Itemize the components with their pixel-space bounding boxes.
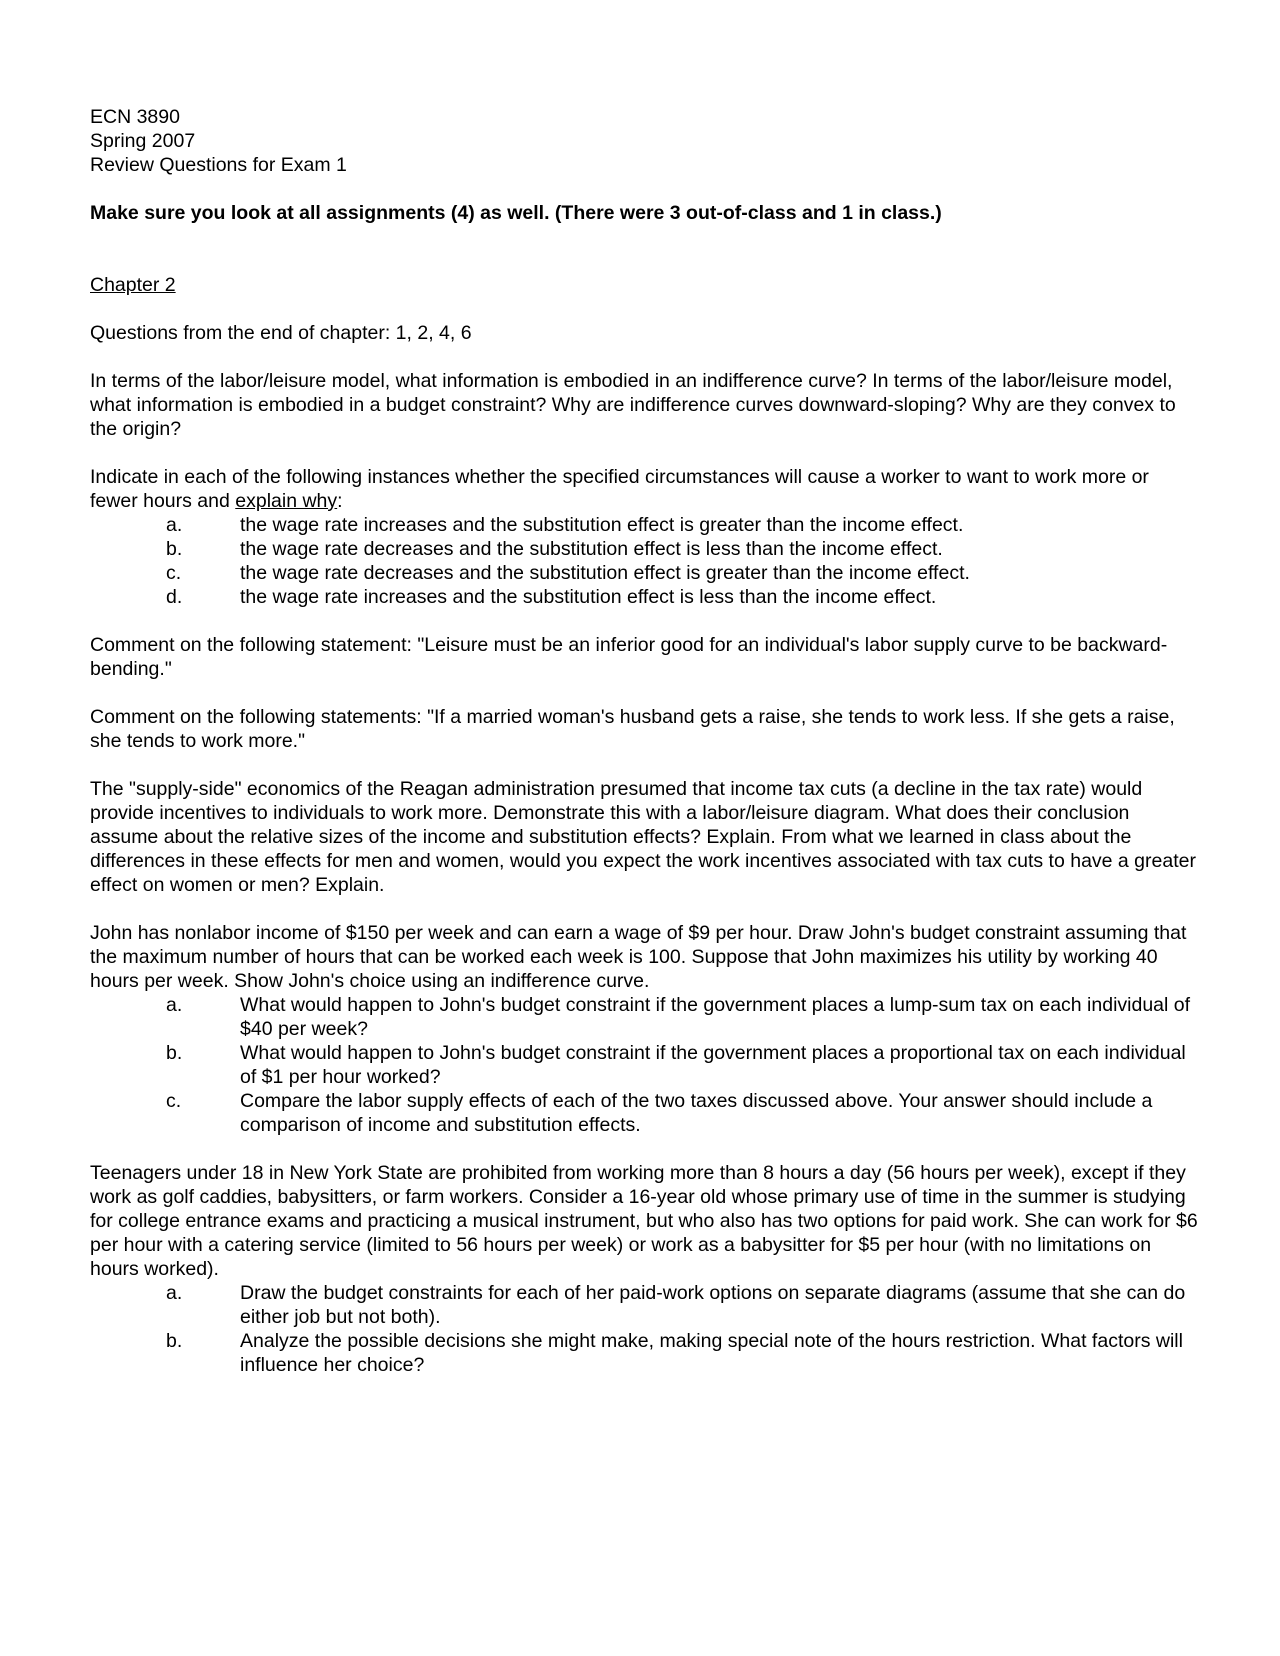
list-item: b. What would happen to John's budget constraint if the government places a proportional tax on each individual of $1 per hour worked?	[166, 1042, 1186, 1088]
question-leisure-inferior: Comment on the following statement: "Leisure must be an inferior good for an individual's labor supply curve to be backward-bending."	[90, 634, 1168, 680]
list-item: c. the wage rate decreases and the substitution effect is greater than the income effect.	[166, 562, 970, 584]
course-code: ECN 3890	[90, 106, 180, 128]
question-supply-side: The "supply-side" economics of the Reagan administration presumed that income tax cuts (a decline in the tax rate) would provide incentives to individuals to work more. Demonstrate this with a labor/leisure diagram. What does their conclusion assume about the relative sizes of the income and substitution effects? Explain. From what we learned in class about the differences in these effects for men and women, would you expect the work incentives associated with tax cuts to have a greater effect on women or men? Explain.	[90, 778, 1196, 896]
question-teenager	[90, 1161, 1200, 1377]
chapter-heading: Chapter 2	[90, 274, 176, 296]
list-item: b. Analyze the possible decisions she might make, making special note of the hours restriction. What factors will influence her choice?	[166, 1330, 1183, 1376]
question-indifference-curve: In terms of the labor/leisure model, what information is embodied in an indifference curve? In terms of the labor/leisure model, what information is embodied in a budget constraint? Why are indifference curves downward-sloping? Why are they convex to the origin?	[90, 370, 1176, 440]
question-john-budget	[90, 921, 1200, 1137]
term: Spring 2007	[90, 130, 196, 152]
header-block	[90, 105, 1200, 177]
end-of-chapter-questions: Questions from the end of chapter: 1, 2, 4, 6	[90, 322, 472, 344]
question-john-list	[90, 993, 1200, 1137]
assignments-note: Make sure you look at all assignments (4) as well. (There were 3 out-of-class and 1 in class.)	[90, 202, 942, 224]
list-item: a. What would happen to John's budget constraint if the government places a lump-sum tax on each individual of $40 per week?	[166, 994, 1191, 1040]
list-item: c. Compare the labor supply effects of each of the two taxes discussed above. Your answer should include a comparison of income and substitution effects.	[166, 1090, 1153, 1136]
list-item: d. the wage rate increases and the substitution effect is less than the income effect.	[166, 586, 937, 608]
list-item: b. the wage rate decreases and the substitution effect is less than the income effect.	[166, 538, 943, 560]
explain-why-text: explain why	[235, 490, 338, 512]
document-title: Review Questions for Exam 1	[90, 154, 347, 176]
document-page	[90, 105, 1200, 1401]
question-married-woman: Comment on the following statements: "If a married woman's husband gets a raise, she tends to work less. If she gets a raise, she tends to work more."	[90, 706, 1175, 752]
question-teen-intro: Teenagers under 18 in New York State are prohibited from working more than 8 hours a day (56 hours per week), except if they work as golf caddies, babysitters, or farm workers. Consider a 16-year old whose primary use of time in the summer is studying for college entrance exams and practicing a musical instrument, but who also has two options for paid work. She can work for $6 per hour with a catering service (limited to 56 hours per week) or work as a babysitter for $5 per hour (with no limitations on hours worked).	[90, 1162, 1198, 1280]
question-john-intro: John has nonlabor income of $150 per week and can earn a wage of $9 per hour. Draw John's budget constraint assuming that the maximum number of hours that can be worked each week is 100. Suppose that John maximizes his utility by working 40 hours per week. Show John's choice using an indifference curve.	[90, 922, 1187, 992]
list-item: a. Draw the budget constraints for each of her paid-work options on separate diagrams (assume that she can do either job but not both).	[166, 1282, 1186, 1328]
question-hours-list	[90, 513, 1200, 609]
question-teen-list	[90, 1281, 1200, 1377]
question-hours-worked	[90, 465, 1200, 609]
question-hours-intro: Indicate in each of the following instances whether the specified circumstances will cause a worker to want to work more or fewer hours and explain why:	[90, 466, 1149, 512]
list-item: a. the wage rate increases and the substitution effect is greater than the income effect.	[166, 514, 964, 536]
